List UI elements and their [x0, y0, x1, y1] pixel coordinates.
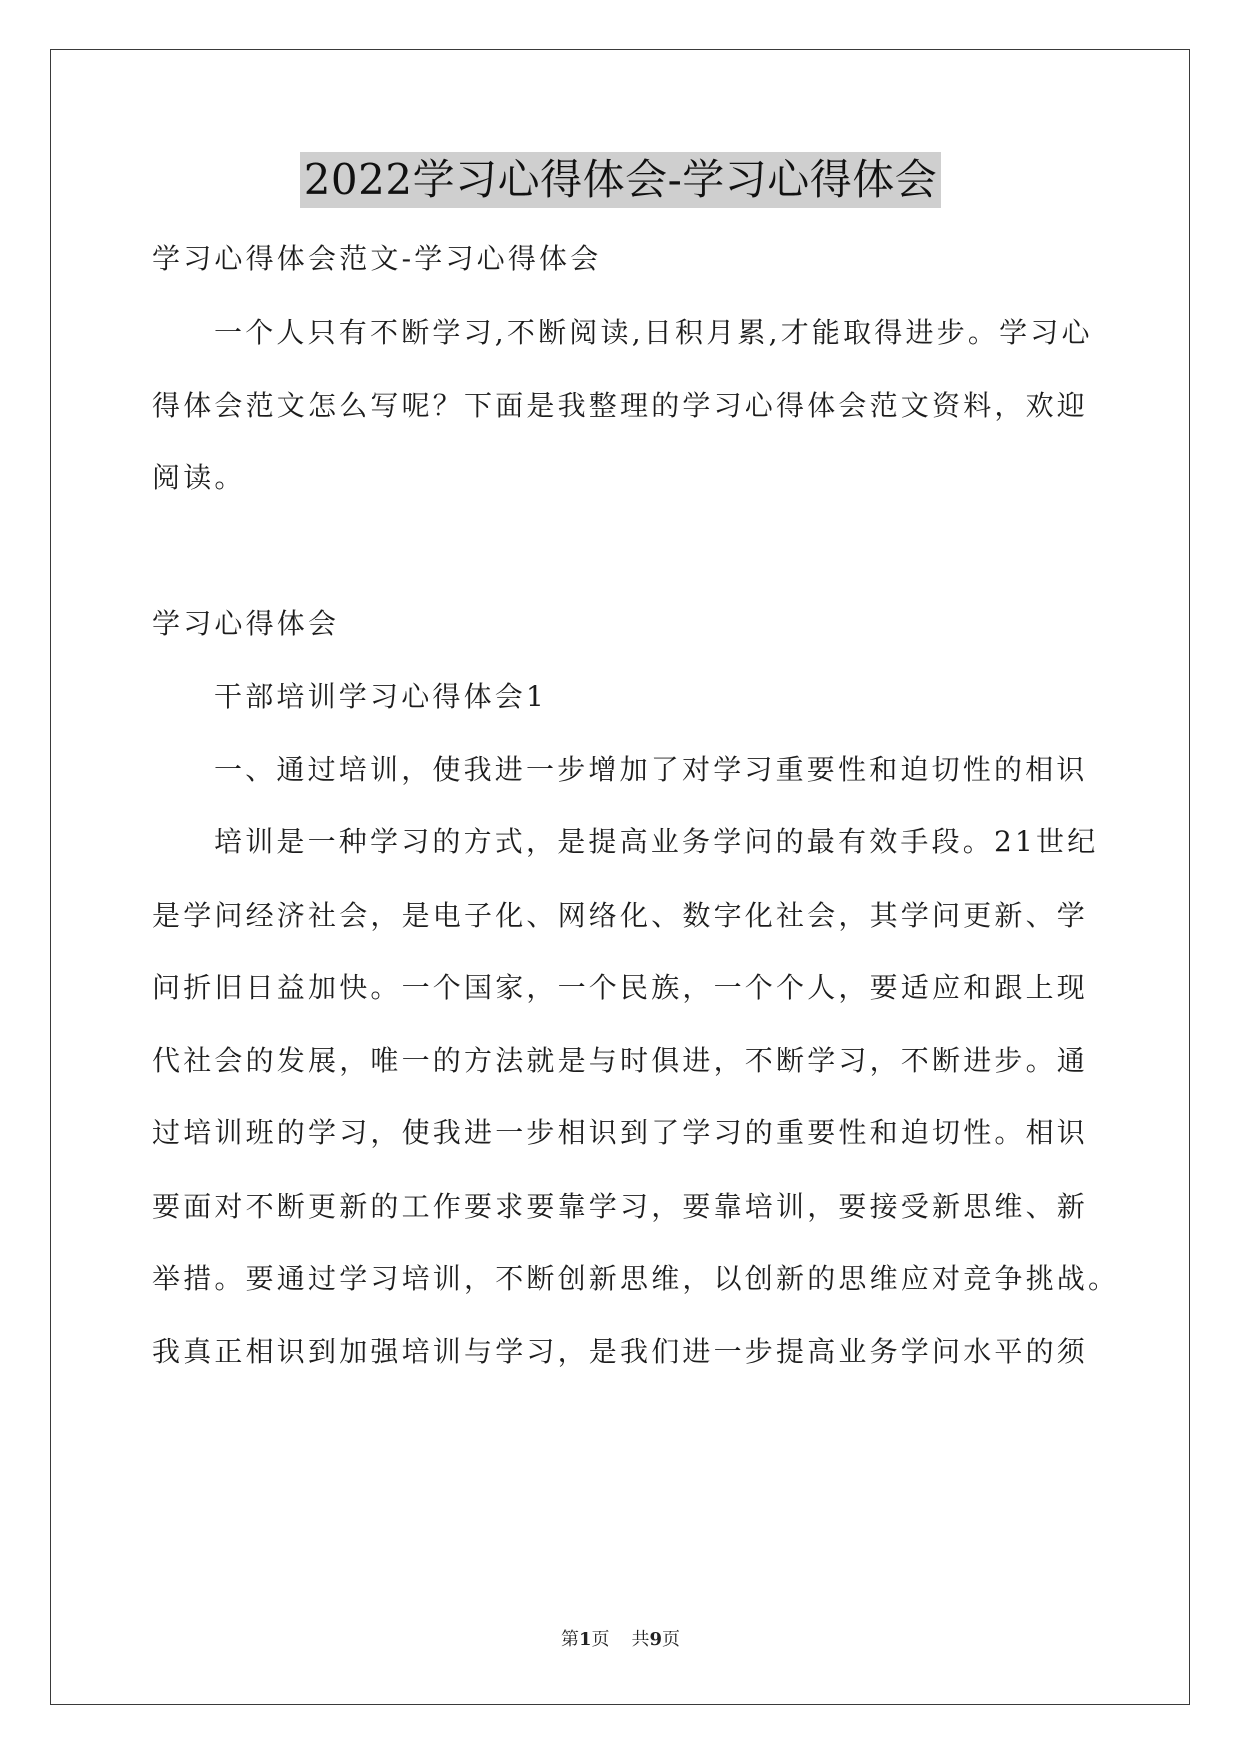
- paragraph-line: 阅读。: [152, 461, 246, 494]
- page-border: [50, 49, 1190, 1705]
- paragraph-line: 培训是一种学习的方式，是提高业务学问的最有效手段。21世纪: [214, 825, 1099, 858]
- title-container: [0, 152, 1241, 208]
- paragraph-line: 过培训班的学习，使我进一步相识到了学习的重要性和迫切性。相识: [152, 1116, 1089, 1149]
- paragraph-line: 是学问经济社会，是电子化、网络化、数字化社会，其学问更新、学: [152, 899, 1089, 932]
- paragraph-line: 要面对不断更新的工作要求要靠学习，要靠培训，要接受新思维、新: [152, 1190, 1089, 1223]
- paragraph-line: 举措。要通过学习培训，不断创新思维，以创新的思维应对竞争挑战。: [152, 1262, 1120, 1295]
- paragraph-line: 得体会范文怎么写呢？下面是我整理的学习心得体会范文资料，欢迎: [152, 389, 1089, 422]
- document-title: 2022学习心得体会-学习心得体会: [300, 152, 942, 208]
- section-heading: 学习心得体会: [152, 607, 340, 640]
- footer-page-prefix: 第: [560, 1629, 579, 1650]
- paragraph-line: 问折旧日益加快。一个国家，一个民族，一个个人，要适应和跟上现: [152, 971, 1089, 1004]
- footer-page-suffix: 页: [591, 1629, 610, 1650]
- footer-total-pages: 9: [649, 1629, 663, 1650]
- footer-page-number: 1: [578, 1629, 592, 1650]
- page-footer: [0, 1628, 1241, 1652]
- point-heading: 一、通过培训，使我进一步增加了对学习重要性和迫切性的相识: [214, 753, 1088, 786]
- subsection-heading: 干部培训学习心得体会1: [214, 680, 548, 713]
- footer-total-suffix: 页: [662, 1629, 681, 1650]
- footer-total-prefix: 共: [631, 1629, 650, 1650]
- paragraph-line: 一个人只有不断学习,不断阅读,日积月累,才能取得进步。学习心: [214, 316, 1093, 349]
- subtitle-line: 学习心得体会范文-学习心得体会: [152, 242, 602, 275]
- paragraph-line: 代社会的发展，唯一的方法就是与时俱进，不断学习，不断进步。通: [152, 1044, 1089, 1077]
- paragraph-line: 我真正相识到加强培训与学习，是我们进一步提高业务学问水平的须: [152, 1335, 1089, 1368]
